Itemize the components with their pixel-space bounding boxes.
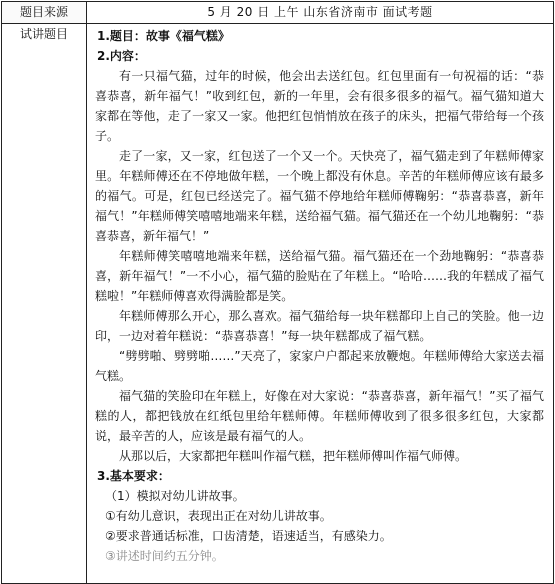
document-table: [1, 1, 554, 584]
requirement-item: （1）模拟对幼儿讲故事。: [105, 489, 245, 503]
content-row: [2, 24, 554, 584]
content-heading: 2.内容：: [97, 49, 146, 63]
story-paragraph: 走了一家，又一家，红包送了一个又一个。天快亮了，福气猫走到了年糕师傅家里。年糕师傅还在不停地做年糕，一个晚上都没有休息。辛苦的年糕师傅应该有最多的福气。可是，红包已经送完了。福气猫不停地给年糕师傅鞠躬：“恭喜恭喜，新年福气！”年糕师傅笑嘻嘻地端来年糕，送给福气猫。福气猫还在一个幼儿地鞠躬：“恭喜恭喜，新年福气！”: [95, 149, 544, 243]
requirement-item: ①有幼儿意识，表现出正在对幼儿讲故事。: [105, 509, 332, 523]
story-paragraph: 福气猫的笑脸印在年糕上，好像在对大家说：“恭喜恭喜，新年福气！”买了福气糕的人，都把钱放在红纸包里给年糕师傅。年糕师傅收到了很多很多红包，大家都说，最辛苦的人，应该是最有福气的人。: [95, 389, 544, 443]
story-paragraph: “劈劈啪、劈劈啪……”天亮了，家家户户都起来放鞭炮。年糕师傅给大家送去福气糕。: [95, 349, 544, 383]
requirements-heading: 3.基本要求：: [97, 469, 170, 483]
header-row: [2, 2, 554, 24]
requirement-item: ②要求普通话标准，口齿清楚，语速适当，有感染力。: [105, 529, 392, 543]
source-value: 5 月 20 日 上午 山东省济南市 面试考题: [87, 2, 554, 24]
story-paragraph: 年糕师傅笑嘻嘻地端来年糕，送给福气猫。福气猫还在一个劲地鞠躬：“恭喜恭喜，新年福气！”一不小心，福气猫的脸贴在了年糕上。“哈哈……我的年糕成了福气糕啦！”年糕师傅喜欢得满脸都是笑。: [95, 249, 544, 303]
story-paragraph: 有一只福气猫，过年的时候，他会出去送红包。红包里面有一句祝福的话：“恭喜恭喜，新年福气！”收到红包，新的一年里，会有很多很多的福气。福气猫知道大家都在等他，走了一家又一家。他把红包悄悄放在孩子的床头，把福气带给每一个孩子。: [95, 69, 544, 143]
story-paragraph: 从那以后，大家都把年糕叫作福气糕，把年糕师傅叫作福气师傅。: [119, 449, 468, 463]
requirement-item: ③讲述时间约五分钟。: [105, 549, 224, 563]
story-paragraph: 年糕师傅那么开心，那么喜欢。福气猫给每一块年糕都印上自己的笑脸。他一边印，一边对着年糕说：“恭喜恭喜！”每一块年糕都成了福气糕。: [95, 309, 544, 343]
topic-label: 试讲题目: [2, 24, 87, 584]
topic-content: [87, 24, 554, 584]
source-label: 题目来源: [2, 2, 87, 24]
topic-title: 1.题目：故事《福气糕》: [97, 29, 230, 43]
